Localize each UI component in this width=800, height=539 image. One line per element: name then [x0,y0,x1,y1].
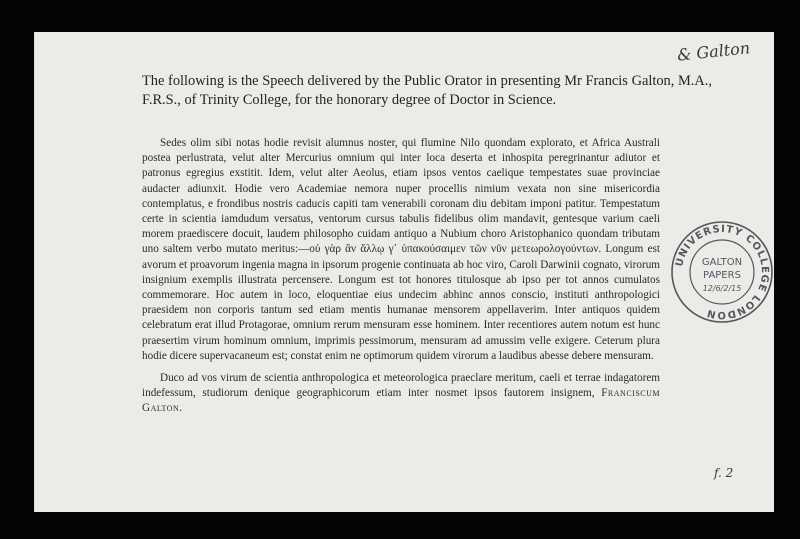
honoree-name: Franciscum Galton. [142,387,660,415]
speech-paragraph-2-text: Duco ad vos virum de scientia anthropologica et meteorologica praeclare meritum, caeli et terrae indagatorem indefessum, studiorum denique geographicorum etiam inter nosmet ipsos fautorem insignem, [142,372,660,400]
document-heading [142,72,712,110]
page-fold [34,32,35,512]
heading-text: The following is the Speech delivered by the Public Orator in presenting Mr Francis Galton, M.A., F.R.S., of Trinity College, for the honorary degree of Doctor in Science. [142,73,712,108]
archive-stamp [670,220,774,324]
document-page [34,32,774,512]
stamp-ring-text: UNIVERSITY COLLEGE LONDON [674,223,771,321]
stamp-date: 12/6/2/15 [702,284,742,293]
stamp-center-line-1: GALTON [701,257,743,268]
handwritten-annotation-top: & Galton [676,38,751,65]
speech-paragraph-2 [142,371,660,417]
speech-paragraph-1: Sedes olim sibi notas hodie revisit alumnus noster, qui flumine Nilo quondam explorato, et Africa Australi postea perlustrata, velut alter Mercurius omnium qui inter loca deserta et inhospita peregrinantur adiutor et patronus egregius exstitit. Idem, velut alter Aeolus, etiam ipsos ventos caelique tempestates suae provinciae audacter adiunxit. Hodie vero Academiae nemora nuper procellis nimium vexata non sine misericordia contemplatus, e frondibus nostris caducis capiti tam venerabili coronam diu debitam imponi patitur. Tempestatum certe in scientia iamdudum versatus, ventorum cursus tabulis fidelibus olim mandavit, gentesque varium caeli morem praediscere docuit, laudem philosopho cuidam antiquo a Nubium choro Aristophanico quondam tributam uno saltem verbo mutato meritus:—οὐ γὰρ ἂν ἄλλῳ γ᾽ ὑπακούσαιμεν τῶν νῦν μετεωρολογούντων. Longum est avorum et proavorum ingenia magna in ipsorum progenie continuata ab hoc viro, Caroli Darwinii cognato, virorum insignium exemplis illustrata percensere. Longum est tot honores titulosque ab ipso per tot annos cumulatos commemorare. Hoc autem in loco, eloquentiae eius undecim abhinc annos conscio, instituti anthropologici praesidem non corporis tantum sed etiam mentis humanae mensorem appellaverim. Inter antiquos quidem celebratum erat illud Protagorae, omnium rerum mensuram esse hominem. Inter recentiores autem notum est hunc praesertim virum hominum omnium, imprimis pessimorum, mensuram ad amussim velle exigere. Ceterum plura hodie dicere supervacaneum est; constat enim ne optimorum quidem virorum a laudibus abesse debere mensuram. [142,137,660,362]
handwritten-folio-number: f. 2 [714,466,734,480]
stamp-center-line-2: PAPERS [703,270,741,281]
speech-body [142,136,660,424]
